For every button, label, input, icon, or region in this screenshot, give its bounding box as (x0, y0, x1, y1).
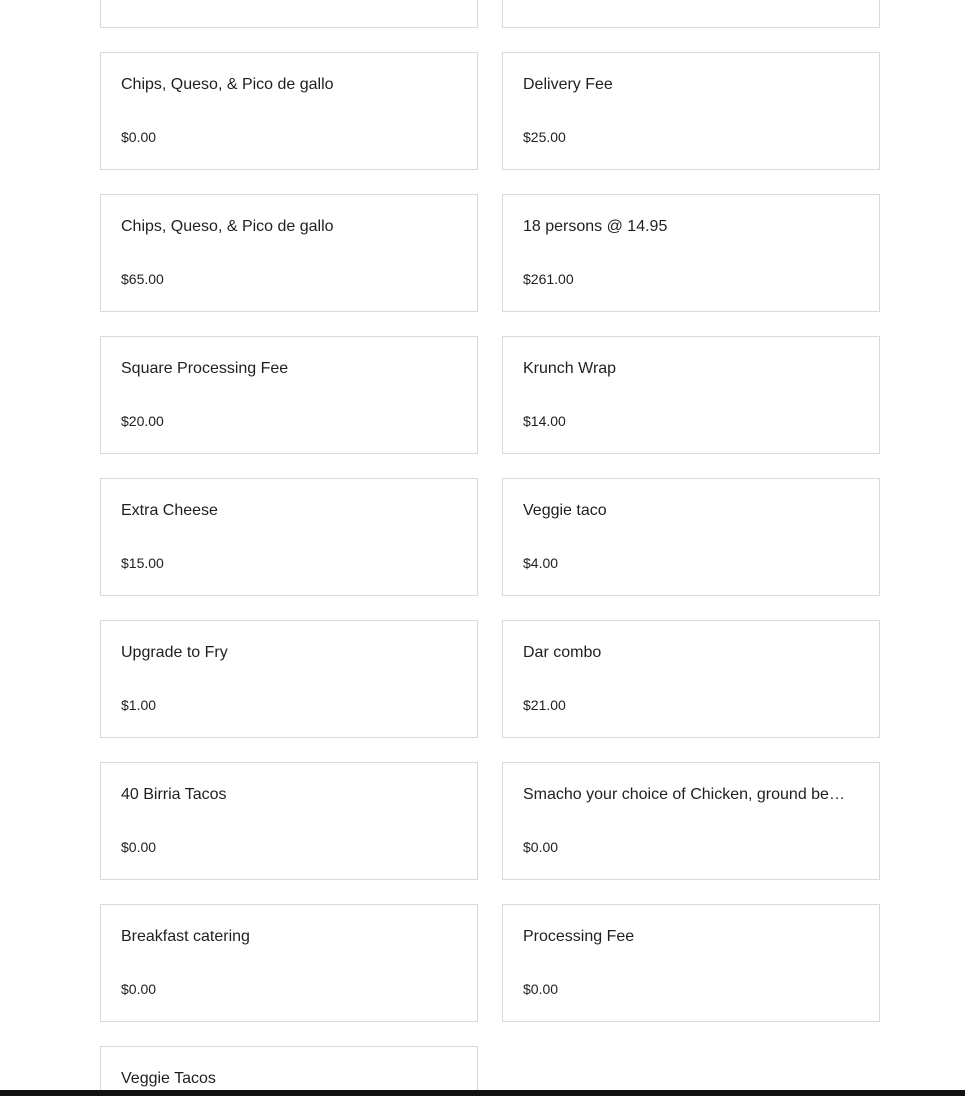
product-card[interactable] (100, 620, 478, 738)
product-card[interactable] (100, 1046, 478, 1096)
product-card[interactable] (502, 904, 880, 1022)
product-price: $1.00 (121, 697, 157, 713)
product-price: $14.00 (523, 413, 566, 429)
product-card[interactable] (502, 194, 880, 312)
product-name: Upgrade to Fry (121, 644, 228, 661)
product-card[interactable] (100, 478, 478, 596)
product-card[interactable] (502, 762, 880, 880)
product-card[interactable] (100, 194, 478, 312)
product-name: Veggie taco (523, 502, 607, 519)
product-card[interactable] (100, 0, 478, 28)
product-name: Breakfast catering (121, 928, 250, 945)
product-price: $0.00 (121, 839, 157, 855)
product-name: Delivery Fee (523, 76, 613, 93)
product-grid (100, 0, 880, 1096)
product-price: $0.00 (523, 839, 559, 855)
product-price: $20.00 (121, 413, 164, 429)
product-name: 40 Birria Tacos (121, 786, 227, 803)
product-card[interactable] (502, 620, 880, 738)
product-price: $0.00 (121, 129, 157, 145)
product-price: $0.00 (121, 981, 157, 997)
product-name: Dar combo (523, 644, 602, 661)
product-name: Veggie Tacos (121, 1070, 216, 1087)
product-card[interactable] (100, 904, 478, 1022)
product-card[interactable] (100, 52, 478, 170)
product-name: Square Processing Fee (121, 360, 289, 377)
product-name: Chips, Queso, & Pico de gallo (121, 76, 334, 93)
product-price: $4.00 (523, 555, 559, 571)
product-name: Smacho your choice of Chicken, ground be… (523, 786, 845, 803)
product-card[interactable] (502, 52, 880, 170)
product-price: $21.00 (523, 697, 566, 713)
product-price: $25.00 (523, 129, 566, 145)
product-card[interactable] (100, 762, 478, 880)
product-card[interactable] (100, 336, 478, 454)
product-name: Processing Fee (523, 928, 635, 945)
product-name: 18 persons @ 14.95 (523, 218, 668, 235)
product-card[interactable] (502, 478, 880, 596)
product-price: $0.00 (523, 981, 559, 997)
product-card[interactable] (502, 336, 880, 454)
product-name: Chips, Queso, & Pico de gallo (121, 218, 334, 235)
product-name: Krunch Wrap (523, 360, 617, 377)
product-card[interactable] (502, 0, 880, 28)
product-price: $65.00 (121, 271, 164, 287)
product-price: $15.00 (121, 555, 164, 571)
product-name: Extra Cheese (121, 502, 218, 519)
product-price: $261.00 (523, 271, 574, 287)
bottom-bar (0, 1090, 965, 1096)
